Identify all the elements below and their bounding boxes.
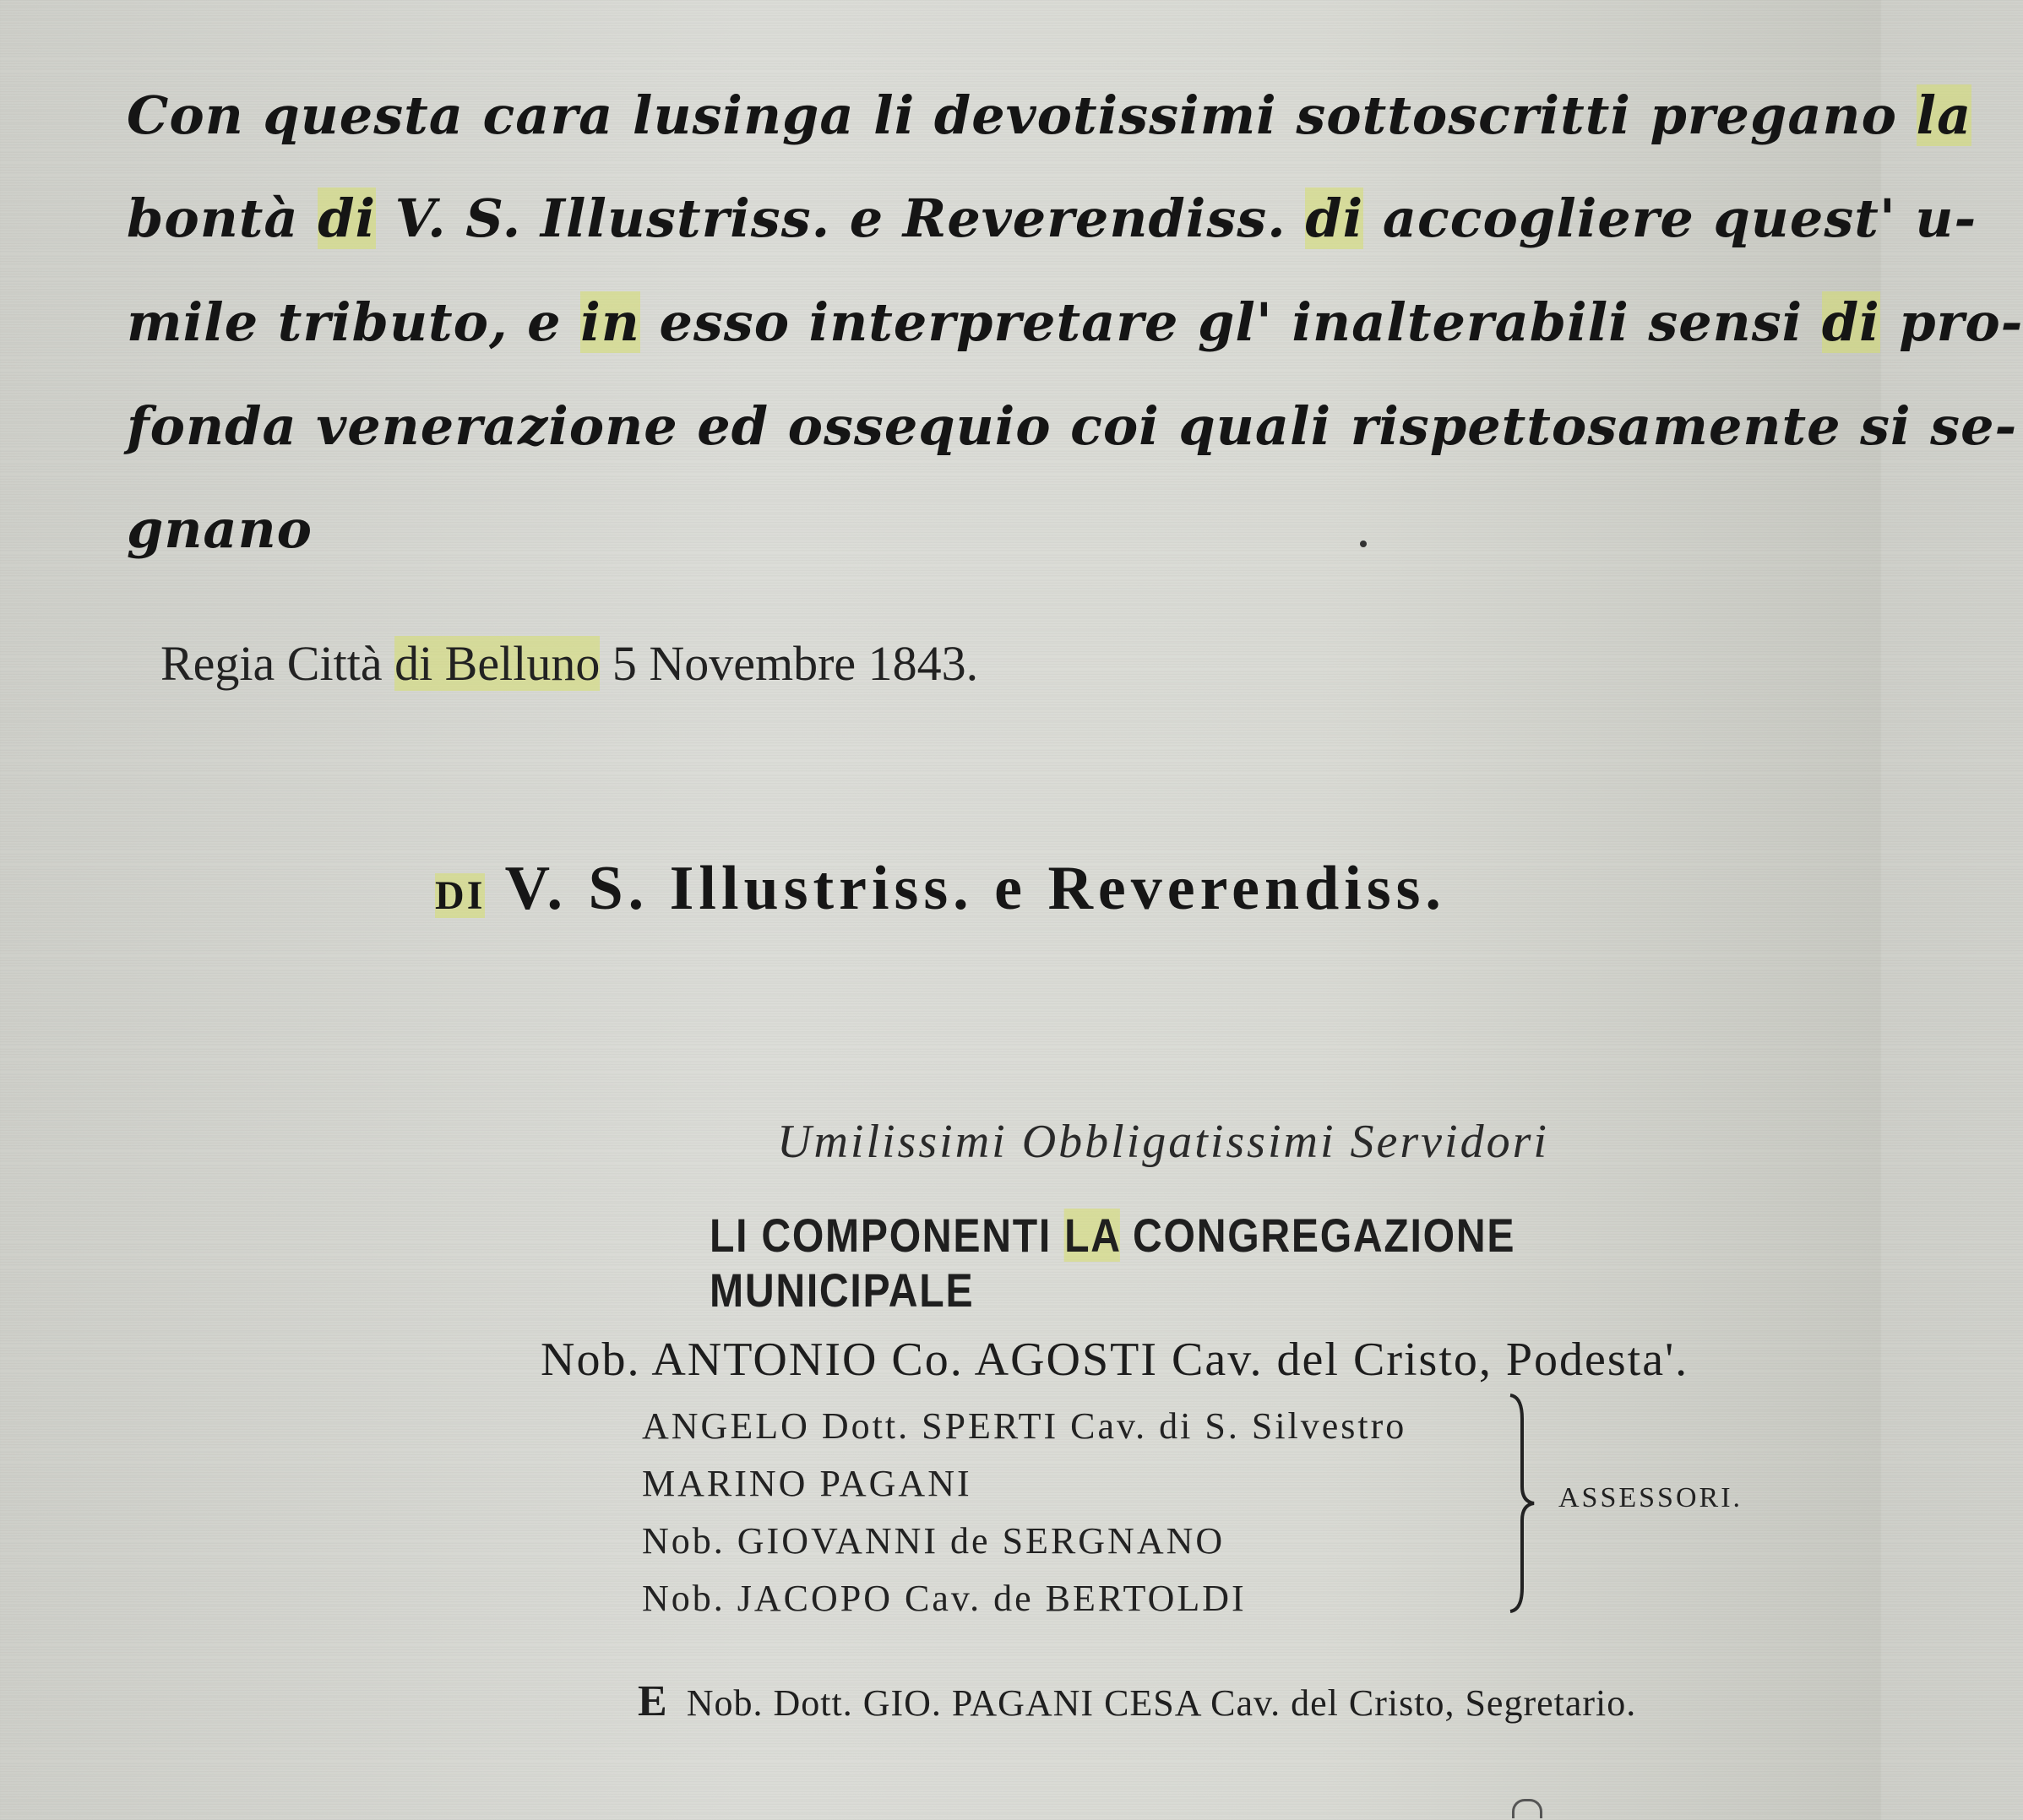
assessore-name: Nob. JACOPO Cav. de BERTOLDI — [642, 1578, 1247, 1619]
assessori-label: ASSESSORI. — [1558, 1482, 1743, 1513]
congregazione-heading — [710, 1208, 1717, 1317]
text-segment: bontà — [127, 187, 318, 249]
highlighted-word: di — [1305, 187, 1364, 249]
paragraph-line-1 — [127, 84, 1972, 146]
paragraph-line-3 — [127, 291, 2023, 353]
assessore-name: ANGELO Dott. SPERTI Cav. di S. Silvestro — [642, 1405, 1407, 1447]
highlighted-word: LA — [1064, 1209, 1120, 1262]
text-segment: Con questa cara lusinga li devotissimi sottoscritti pregano — [127, 84, 1917, 146]
highlighted-word: in — [580, 291, 640, 353]
assessore-name: Nob. GIOVANNI de SERGNANO — [642, 1520, 1226, 1562]
podesta-line: Nob. ANTONIO Co. AGOSTI Cav. del Cristo, Podesta'. — [541, 1334, 1689, 1386]
assessore-name: MARINO PAGANI — [642, 1463, 972, 1504]
dateline — [160, 635, 978, 692]
text-segment: Regia Città — [160, 636, 395, 691]
segretario-text: Nob. Dott. GIO. PAGANI CESA Cav. del Cristo, Segretario. — [686, 1682, 1637, 1724]
curly-brace-icon — [1504, 1394, 1537, 1613]
address-prefix: DI — [435, 873, 486, 918]
highlighted-word: la — [1916, 84, 1972, 146]
text-segment: CONGREGAZIONE MUNICIPALE — [710, 1209, 1516, 1317]
paragraph-line-5: gnano — [127, 498, 313, 560]
text-segment: V. S. Illustriss. e Reverendiss. — [376, 187, 1306, 249]
segretario-line — [638, 1676, 1636, 1726]
assessori-list — [642, 1398, 1406, 1627]
text-segment: pro- — [1879, 291, 2023, 353]
text-segment: 5 Novembre 1843. — [600, 636, 979, 691]
highlighted-word: di Belluno — [394, 636, 601, 691]
ornament-icon — [1512, 1799, 1542, 1818]
ink-speck — [1360, 541, 1367, 547]
text-segment: mile tributo, e — [127, 291, 581, 353]
text-segment: LI COMPONENTI — [710, 1209, 1065, 1262]
e-mark: E — [638, 1677, 668, 1725]
paragraph-line-4: fonda venerazione ed ossequio coi quali rispettosamente si se- — [127, 395, 2018, 457]
highlighted-word: di — [318, 187, 377, 249]
address-line — [0, 853, 1881, 925]
highlighted-word: di — [1821, 291, 1880, 353]
text-segment: accogliere quest' u- — [1363, 187, 1977, 249]
text-segment: esso interpretare gl' inalterabili sensi — [639, 291, 1822, 353]
paragraph-line-2 — [127, 187, 1977, 249]
address-main: V. S. Illustriss. e Reverendiss. — [504, 854, 1446, 923]
closing-formula: Umilissimi Obbligatissimi Servidori — [777, 1116, 1549, 1168]
